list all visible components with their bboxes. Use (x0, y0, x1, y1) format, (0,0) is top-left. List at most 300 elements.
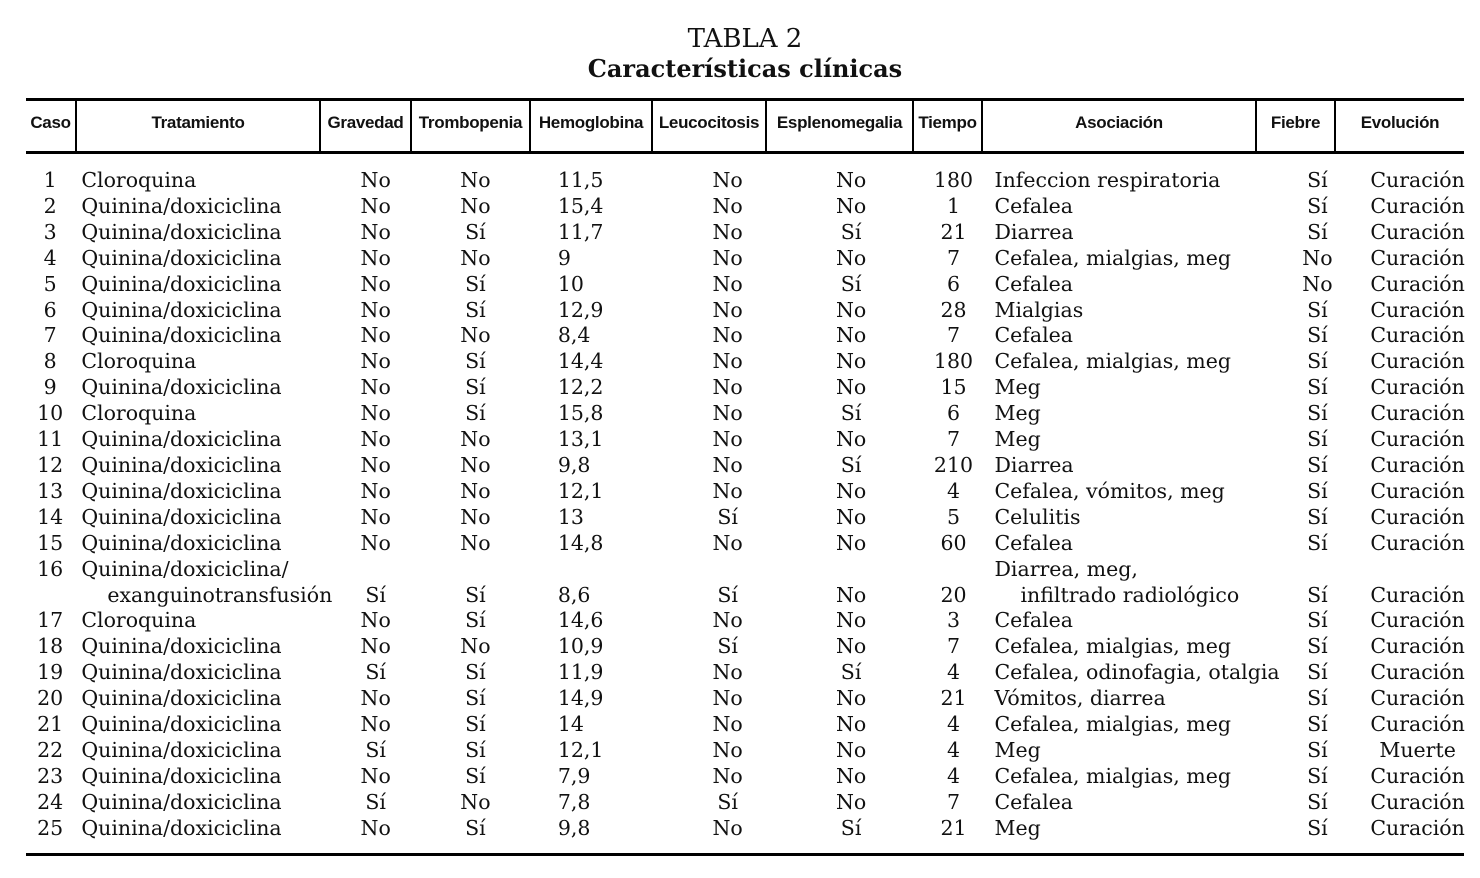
cell-tratamiento: Quinina/doxiciclina (81, 789, 282, 814)
cell-caso: 24 (37, 789, 64, 814)
cell-caso: 3 (43, 219, 57, 244)
cell-hemoglobina: 8,4 (557, 323, 591, 348)
cell-hemoglobina: 14,6 (557, 608, 604, 633)
cell-tiempo: 21 (940, 686, 967, 711)
cell-gravedad: No (360, 686, 391, 711)
cell-hemoglobina: 14,8 (557, 530, 604, 555)
cell-asociacion: Cefalea, mialgias, meg (994, 245, 1231, 270)
cell-leucocitosis: No (712, 763, 743, 788)
cell-tiempo: 4 (946, 660, 961, 685)
cell-fiebre: Sí (1307, 763, 1328, 788)
table-title: Características clínicas (587, 54, 903, 83)
cell-trombopenia: Sí (465, 815, 486, 840)
cell-gravedad: No (360, 815, 391, 840)
cell-leucocitosis: No (712, 608, 743, 633)
cell-tiempo: 21 (940, 219, 967, 244)
cell-hemoglobina: 14,9 (557, 686, 604, 711)
cell-hemoglobina: 14 (557, 712, 584, 737)
cell-tratamiento: Quinina/doxiciclina (81, 737, 282, 762)
cell-asociacion: Diarrea (994, 219, 1074, 244)
cell-leucocitosis: No (712, 323, 743, 348)
cell-tiempo: 4 (946, 478, 961, 503)
cell-tratamiento: Quinina/doxiciclina (81, 530, 282, 555)
cell-gravedad: No (360, 401, 391, 426)
cell-tratamiento: Quinina/doxiciclina (81, 504, 282, 529)
cell-leucocitosis: No (712, 297, 743, 322)
cell-fiebre: Sí (1307, 712, 1328, 737)
cell-hemoglobina: 12,1 (557, 737, 604, 762)
cell-trombopenia: Sí (465, 219, 486, 244)
cell-hemoglobina: 12,1 (557, 478, 604, 503)
cell-tiempo: 210 (933, 452, 974, 477)
cell-fiebre: Sí (1307, 634, 1328, 659)
cell-tratamiento: Quinina/doxiciclina (81, 297, 282, 322)
top-rule (26, 98, 1464, 101)
cell-trombopenia: Sí (465, 271, 486, 296)
cell-asociacion: Cefalea, mialgias, meg (994, 763, 1231, 788)
cell-tratamiento-continued: exanguinotransfusión (107, 582, 333, 607)
cell-trombopenia: No (460, 634, 491, 659)
cell-hemoglobina: 11,7 (557, 219, 604, 244)
cell-leucocitosis: Sí (717, 789, 738, 814)
cell-trombopenia: Sí (465, 582, 486, 607)
cell-gravedad: No (360, 168, 391, 192)
cell-tratamiento: Quinina/doxiciclina (81, 193, 282, 218)
cell-leucocitosis: No (712, 478, 743, 503)
header-asociacion: Asociación (1075, 113, 1163, 132)
cell-tratamiento: Cloroquina (81, 349, 197, 374)
cell-hemoglobina: 12,2 (557, 375, 604, 400)
cell-fiebre: Sí (1307, 660, 1328, 685)
cell-leucocitosis: No (712, 452, 743, 477)
cell-tiempo: 5 (946, 504, 961, 529)
header-hemoglobina: Hemoglobina (538, 113, 644, 132)
header-gravedad: Gravedad (327, 113, 404, 132)
cell-evolucion: Curación (1370, 763, 1465, 788)
cell-evolucion: Curación (1370, 660, 1465, 685)
cell-gravedad: No (360, 530, 391, 555)
cell-trombopenia: No (460, 168, 491, 192)
cell-caso: 25 (37, 815, 64, 840)
cell-tratamiento: Cloroquina (81, 608, 197, 633)
cell-fiebre (1280, 557, 1356, 583)
cell-esplenomegalia: No (835, 193, 867, 218)
table-row (26, 272, 1480, 298)
cell-asociacion: Meg (994, 427, 1041, 452)
table-row (26, 246, 1480, 272)
cell-esplenomegalia: Sí (840, 219, 862, 244)
cell-leucocitosis: No (712, 219, 743, 244)
header-caso: Caso (30, 113, 71, 132)
cell-leucocitosis: Sí (717, 634, 738, 659)
header-tratamiento: Tratamiento (151, 113, 245, 132)
cell-evolucion: Curación (1370, 427, 1465, 452)
cell-evolucion: Curación (1370, 168, 1465, 192)
cell-evolucion: Curación (1370, 478, 1465, 503)
cell-tratamiento (74, 583, 332, 609)
cell-evolucion: Curación (1370, 323, 1465, 348)
cell-gravedad: No (360, 245, 391, 270)
cell-caso: 19 (37, 660, 64, 685)
cell-tratamiento: Quinina/doxiciclina (81, 478, 282, 503)
table-row (26, 168, 1480, 194)
header-rule (26, 151, 1464, 154)
header-esplenomegalia: Esplenomegalia (776, 113, 903, 132)
cell-caso: 22 (37, 737, 64, 762)
cell-tratamiento: Quinina/doxiciclina (81, 323, 282, 348)
cell-hemoglobina: 13,1 (557, 427, 604, 452)
cell-fiebre: Sí (1307, 193, 1328, 218)
cell-evolucion: Curación (1370, 634, 1465, 659)
cell-asociacion: Cefalea (994, 608, 1074, 633)
cell-gravedad: No (360, 608, 391, 633)
header-leucocitosis: Leucocitosis (658, 113, 760, 132)
table-row-continuation (26, 583, 1480, 609)
cell-hemoglobina: 14,4 (557, 349, 604, 374)
cell-tiempo: 3 (946, 608, 961, 633)
cell-asociacion: Meg (994, 737, 1041, 762)
cell-gravedad: No (360, 297, 391, 322)
cell-tratamiento: Quinina/doxiciclina (81, 427, 282, 452)
cell-evolucion (1355, 557, 1480, 583)
cell-leucocitosis: No (712, 245, 743, 270)
cell-trombopenia (419, 557, 532, 583)
cell-evolucion: Muerte (1379, 737, 1456, 762)
cell-tiempo: 20 (940, 582, 967, 607)
cell-evolucion: Curación (1370, 452, 1465, 477)
cell-tratamiento: Cloroquina (81, 168, 197, 192)
cell-tratamiento: Quinina/doxiciclina (81, 245, 282, 270)
cell-gravedad: No (360, 193, 391, 218)
cell-fiebre: Sí (1307, 427, 1328, 452)
cell-trombopenia: Sí (465, 608, 486, 633)
cell-tratamiento: Quinina/doxiciclina/ (81, 556, 289, 581)
cell-esplenomegalia: No (835, 634, 867, 659)
cell-asociacion (986, 583, 1279, 609)
cell-asociacion: Cefalea, odinofagia, otalgia (994, 660, 1280, 685)
cell-gravedad: Sí (365, 737, 386, 762)
header-fiebre: Fiebre (1270, 113, 1321, 132)
cell-trombopenia: No (460, 452, 491, 477)
cell-esplenomegalia: No (835, 349, 867, 374)
cell-caso: 4 (43, 245, 57, 270)
cell-hemoglobina: 10,9 (557, 634, 604, 659)
cell-caso: 17 (37, 608, 64, 633)
cell-gravedad: No (360, 634, 391, 659)
cell-trombopenia: No (460, 530, 491, 555)
cell-gravedad: Sí (365, 789, 386, 814)
cell-evolucion: Curación (1370, 712, 1465, 737)
table-row (26, 686, 1480, 712)
table-row (26, 349, 1480, 375)
cell-hemoglobina: 15,4 (557, 193, 604, 218)
table-row (26, 194, 1480, 220)
cell-esplenomegalia (782, 557, 921, 583)
cell-fiebre: No (1302, 245, 1333, 270)
table-row (26, 298, 1480, 324)
cell-caso: 15 (37, 530, 64, 555)
table-row (26, 712, 1480, 738)
cell-gravedad: Sí (365, 582, 386, 607)
cell-asociacion-continued: infiltrado radiológico (1020, 582, 1240, 607)
table-body (26, 168, 1480, 842)
cell-esplenomegalia: No (835, 608, 867, 633)
cell-gravedad: No (360, 219, 391, 244)
cell-asociacion: Vómitos, diarrea (994, 686, 1166, 711)
cell-tratamiento: Quinina/doxiciclina (81, 452, 282, 477)
cell-caso (26, 583, 74, 609)
cell-tratamiento: Quinina/doxiciclina (81, 815, 282, 840)
cell-asociacion: Meg (994, 375, 1041, 400)
cell-asociacion: Cefalea (994, 323, 1074, 348)
cell-hemoglobina: 11,5 (557, 168, 604, 192)
cell-asociacion: Cefalea (994, 530, 1074, 555)
cell-asociacion: Cefalea (994, 271, 1074, 296)
cell-caso: 11 (37, 427, 64, 452)
cell-asociacion: Cefalea (994, 193, 1074, 218)
table-row (26, 660, 1480, 686)
cell-asociacion: Diarrea, meg, (994, 556, 1138, 581)
table-row (26, 608, 1480, 634)
cell-esplenomegalia: No (835, 375, 867, 400)
cell-esplenomegalia: Sí (840, 815, 862, 840)
table-row (26, 531, 1480, 557)
cell-tiempo: 7 (946, 323, 961, 348)
cell-esplenomegalia: No (835, 789, 867, 814)
cell-caso: 23 (37, 763, 64, 788)
cell-leucocitosis: No (712, 712, 743, 737)
cell-esplenomegalia: Sí (840, 660, 862, 685)
cell-leucocitosis: No (712, 401, 743, 426)
cell-fiebre: Sí (1307, 686, 1328, 711)
cell-trombopenia: Sí (465, 737, 486, 762)
cell-esplenomegalia: No (835, 245, 867, 270)
cell-fiebre: Sí (1307, 401, 1328, 426)
cell-gravedad (332, 557, 419, 583)
cell-caso: 20 (37, 686, 64, 711)
cell-gravedad: No (360, 349, 391, 374)
cell-tiempo: 4 (946, 712, 961, 737)
cell-evolucion: Curación (1370, 271, 1465, 296)
cell-caso: 10 (37, 401, 64, 426)
cell-tiempo (921, 557, 987, 583)
cell-caso: 8 (43, 349, 57, 374)
cell-tratamiento: Cloroquina (81, 401, 197, 426)
cell-leucocitosis: No (712, 737, 743, 762)
cell-asociacion: Cefalea, mialgias, meg (994, 349, 1231, 374)
cell-esplenomegalia: Sí (840, 271, 862, 296)
cell-caso: 12 (37, 452, 64, 477)
cell-evolucion: Curación (1370, 297, 1465, 322)
cell-trombopenia: No (460, 478, 491, 503)
cell-fiebre: Sí (1307, 219, 1328, 244)
cell-hemoglobina: 12,9 (557, 297, 604, 322)
table-row (26, 427, 1480, 453)
table-row (26, 505, 1480, 531)
table-row (26, 790, 1480, 816)
cell-fiebre: No (1302, 271, 1333, 296)
table-row (26, 816, 1480, 842)
cell-asociacion: Celulitis (994, 504, 1081, 529)
cell-asociacion: Mialgias (994, 297, 1084, 322)
cell-tiempo: 180 (933, 168, 974, 192)
cell-tiempo: 4 (946, 737, 961, 762)
table-row (26, 479, 1480, 505)
cell-trombopenia: No (460, 323, 491, 348)
cell-evolucion: Curación (1370, 245, 1465, 270)
cell-trombopenia: Sí (465, 712, 486, 737)
cell-esplenomegalia: No (835, 504, 867, 529)
cell-gravedad: No (360, 452, 391, 477)
cell-esplenomegalia: No (835, 763, 867, 788)
cell-caso: 1 (43, 168, 57, 192)
cell-trombopenia: Sí (465, 763, 486, 788)
table-row (26, 323, 1480, 349)
table-row (26, 375, 1480, 401)
cell-tiempo: 6 (946, 271, 961, 296)
cell-gravedad: No (360, 504, 391, 529)
cell-evolucion: Curación (1370, 686, 1465, 711)
cell-fiebre: Sí (1307, 297, 1328, 322)
cell-esplenomegalia: No (835, 712, 867, 737)
cell-fiebre: Sí (1307, 530, 1328, 555)
cell-hemoglobina: 9 (557, 245, 571, 270)
table-row (26, 764, 1480, 790)
bottom-rule (26, 853, 1464, 856)
cell-esplenomegalia: No (835, 427, 867, 452)
cell-tratamiento: Quinina/doxiciclina (81, 634, 282, 659)
cell-tratamiento: Quinina/doxiciclina (81, 763, 282, 788)
cell-trombopenia: No (460, 789, 491, 814)
cell-tiempo: 4 (946, 763, 961, 788)
cell-fiebre: Sí (1307, 349, 1328, 374)
cell-gravedad: Sí (365, 660, 386, 685)
cell-tratamiento: Quinina/doxiciclina (81, 219, 282, 244)
cell-fiebre: Sí (1307, 815, 1328, 840)
cell-caso: 5 (43, 271, 57, 296)
header-trombopenia: Trombopenia (418, 113, 523, 132)
cell-tiempo: 7 (946, 245, 961, 270)
table-row (26, 453, 1480, 479)
cell-fiebre: Sí (1307, 789, 1328, 814)
cell-esplenomegalia: No (835, 530, 867, 555)
cell-hemoglobina: 7,9 (557, 763, 591, 788)
cell-trombopenia: No (460, 504, 491, 529)
cell-tiempo: 1 (946, 193, 961, 218)
cell-gravedad: No (360, 712, 391, 737)
header-tiempo: Tiempo (918, 113, 977, 132)
cell-leucocitosis: No (712, 193, 743, 218)
cell-gravedad: No (360, 763, 391, 788)
cell-evolucion: Curación (1370, 401, 1465, 426)
cell-fiebre: Sí (1307, 323, 1328, 348)
cell-tiempo: 7 (946, 427, 961, 452)
cell-tratamiento: Quinina/doxiciclina (81, 660, 282, 685)
cell-evolucion: Curación (1370, 349, 1465, 374)
cell-evolucion: Curación (1370, 815, 1465, 840)
cell-hemoglobina: 7,8 (557, 789, 591, 814)
cell-caso: 2 (43, 193, 57, 218)
table-row (26, 220, 1480, 246)
cell-fiebre: Sí (1307, 608, 1328, 633)
cell-trombopenia: Sí (465, 375, 486, 400)
cell-evolucion: Curación (1370, 530, 1465, 555)
cell-hemoglobina: 13 (557, 504, 584, 529)
cell-esplenomegalia: No (835, 297, 867, 322)
cell-tratamiento: Quinina/doxiciclina (81, 271, 282, 296)
cell-tratamiento: Quinina/doxiciclina (81, 686, 282, 711)
header-evolucion: Evolución (1360, 113, 1440, 132)
cell-tratamiento: Quinina/doxiciclina (81, 712, 282, 737)
cell-trombopenia: No (460, 245, 491, 270)
cell-gravedad: No (360, 323, 391, 348)
cell-tiempo: 180 (933, 349, 974, 374)
cell-leucocitosis: No (712, 375, 743, 400)
cell-esplenomegalia: Sí (840, 452, 862, 477)
cell-esplenomegalia: No (835, 686, 867, 711)
cell-hemoglobina (532, 557, 674, 583)
cell-esplenomegalia: No (835, 737, 867, 762)
cell-leucocitosis: Sí (717, 504, 738, 529)
cell-fiebre: Sí (1307, 478, 1328, 503)
cell-leucocitosis: No (712, 427, 743, 452)
cell-leucocitosis: No (712, 349, 743, 374)
cell-asociacion: Meg (994, 815, 1041, 840)
cell-asociacion: Meg (994, 401, 1041, 426)
table-row (26, 634, 1480, 660)
cell-leucocitosis: No (712, 530, 743, 555)
cell-evolucion: Curación (1370, 608, 1465, 633)
cell-trombopenia: No (460, 193, 491, 218)
cell-esplenomegalia: No (835, 168, 867, 192)
cell-asociacion: Diarrea (994, 452, 1074, 477)
cell-hemoglobina: 10 (557, 271, 584, 296)
cell-hemoglobina: 11,9 (557, 660, 604, 685)
cell-esplenomegalia: No (835, 582, 867, 607)
cell-trombopenia: Sí (465, 401, 486, 426)
cell-tiempo: 15 (940, 375, 967, 400)
cell-trombopenia: Sí (465, 349, 486, 374)
cell-evolucion: Curación (1370, 375, 1465, 400)
cell-tiempo: 7 (946, 789, 961, 814)
cell-tiempo: 28 (940, 297, 967, 322)
cell-caso: 13 (37, 478, 64, 503)
cell-trombopenia: Sí (465, 660, 486, 685)
cell-caso: 9 (43, 375, 57, 400)
cell-tiempo: 60 (940, 530, 967, 555)
cell-caso: 7 (43, 323, 57, 348)
table-row (26, 401, 1480, 427)
cell-fiebre: Sí (1307, 582, 1328, 607)
cell-leucocitosis (674, 557, 782, 583)
cell-hemoglobina: 15,8 (557, 401, 604, 426)
table-row (26, 738, 1480, 764)
cell-gravedad: No (360, 375, 391, 400)
cell-fiebre: Sí (1307, 737, 1328, 762)
table-label: TABLA 2 (687, 24, 803, 54)
cell-esplenomegalia: Sí (840, 401, 862, 426)
cell-tiempo: 7 (946, 634, 961, 659)
cell-gravedad: No (360, 271, 391, 296)
cell-asociacion: Infeccion respiratoria (994, 168, 1221, 192)
cell-hemoglobina: 9,8 (557, 452, 591, 477)
cell-trombopenia: No (460, 427, 491, 452)
cell-fiebre: Sí (1307, 452, 1328, 477)
cell-leucocitosis: No (712, 271, 743, 296)
cell-caso: 18 (37, 634, 64, 659)
cell-fiebre: Sí (1307, 504, 1328, 529)
cell-tiempo: 6 (946, 401, 961, 426)
